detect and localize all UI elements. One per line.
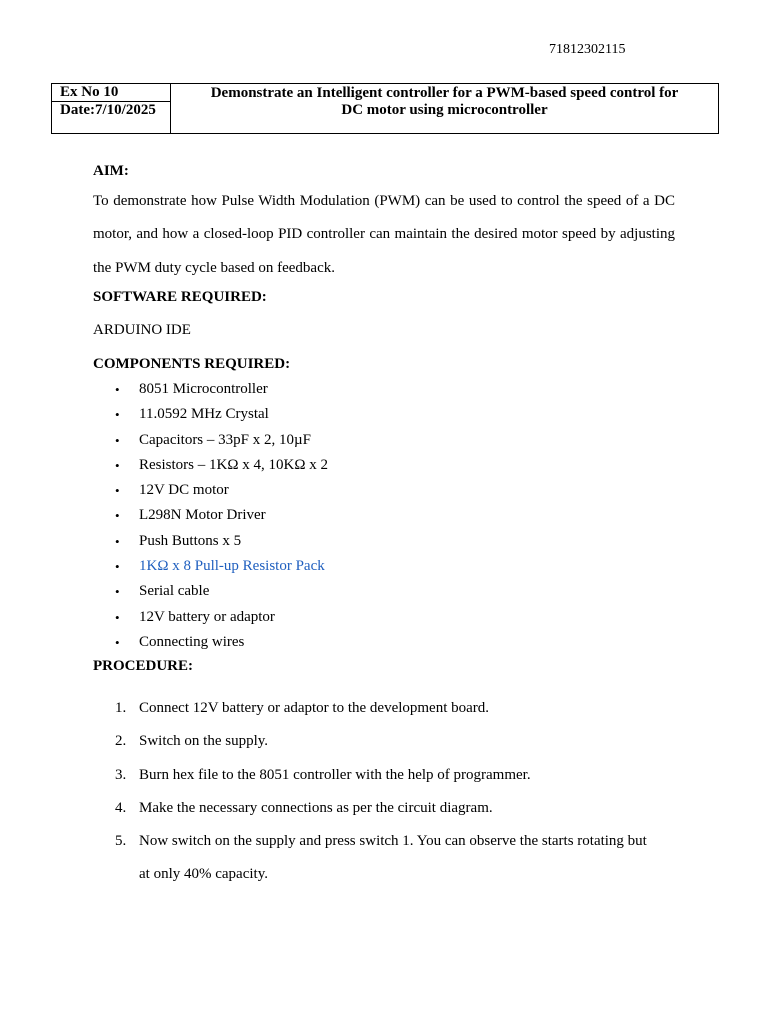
step-number: 1. xyxy=(115,700,127,716)
procedure-step: 3. Burn hex file to the 8051 controller with the help of programmer. xyxy=(93,759,675,792)
experiment-title-line-2: DC motor using microcontroller xyxy=(341,102,548,118)
step-number: 3. xyxy=(115,766,127,783)
step-number: 4. xyxy=(115,799,127,816)
procedure-step: 2. Switch on the supply. xyxy=(93,725,675,758)
list-item: • L298N Motor Driver xyxy=(93,503,328,528)
list-item: • Serial cable xyxy=(93,579,328,604)
procedure-step: 5. Now switch on the supply and press switch 1. You can observe the starts rotating but at only 40% capacity. xyxy=(93,825,649,892)
bullet-icon: • xyxy=(115,508,120,524)
list-item: • 11.0592 MHz Crystal xyxy=(93,402,328,427)
components-list xyxy=(93,377,328,655)
step-number: 5. xyxy=(115,833,127,850)
experiment-number: Ex No 10 xyxy=(52,84,170,102)
components-heading: COMPONENTS REQUIRED: xyxy=(93,356,291,372)
bullet-icon: • xyxy=(115,432,120,448)
procedure-list xyxy=(93,692,675,892)
bullet-icon: • xyxy=(115,559,120,575)
list-item: • 8051 Microcontroller xyxy=(93,377,328,402)
list-item: • 12V DC motor xyxy=(93,478,328,503)
aim-heading: AIM: xyxy=(93,163,129,179)
procedure-step: 1. Connect 12V battery or adaptor to the development board. xyxy=(93,692,675,725)
list-item-link[interactable] xyxy=(93,554,328,579)
procedure-heading: PROCEDURE: xyxy=(93,658,193,674)
bullet-icon: • xyxy=(115,609,120,625)
bullet-icon: • xyxy=(115,407,120,423)
bullet-icon: • xyxy=(115,483,120,499)
experiment-title-line-1: Demonstrate an Intelligent controller for a PWM-based speed control for xyxy=(210,85,679,101)
bullet-icon: • xyxy=(115,533,120,549)
bullet-icon: • xyxy=(115,382,120,397)
list-item: • Push Buttons x 5 xyxy=(93,529,328,554)
software-text: ARDUINO IDE xyxy=(93,322,191,338)
step-number: 2. xyxy=(115,733,127,750)
experiment-date: Date:7/10/2025 xyxy=(60,102,156,118)
experiment-title-cell xyxy=(171,84,719,134)
software-heading: SOFTWARE REQUIRED: xyxy=(93,289,267,305)
bullet-icon: • xyxy=(115,634,120,650)
bullet-icon: • xyxy=(115,457,120,473)
experiment-header-table xyxy=(51,83,719,134)
bullet-icon: • xyxy=(115,584,120,600)
list-item: • Connecting wires xyxy=(93,630,328,655)
list-item: • 12V battery or adaptor xyxy=(93,605,328,630)
aim-text: To demonstrate how Pulse Width Modulation (PWM) can be used to control the speed of a DC motor, and how a closed-loop PID controller can maintain the desired motor speed by adjusting the PWM duty cycle based on feedback. xyxy=(93,193,675,276)
procedure-step: 4. Make the necessary connections as per the circuit diagram. xyxy=(93,792,675,825)
list-item: • Capacitors – 33pF x 2, 10µF xyxy=(93,428,328,453)
roll-number: 71812302115 xyxy=(549,42,626,57)
experiment-meta-cell xyxy=(52,84,171,134)
resistor-pack-link[interactable]: 1KΩ x 8 Pull-up Resistor Pack xyxy=(139,558,325,575)
list-item: • Resistors – 1KΩ x 4, 10KΩ x 2 xyxy=(93,453,328,478)
